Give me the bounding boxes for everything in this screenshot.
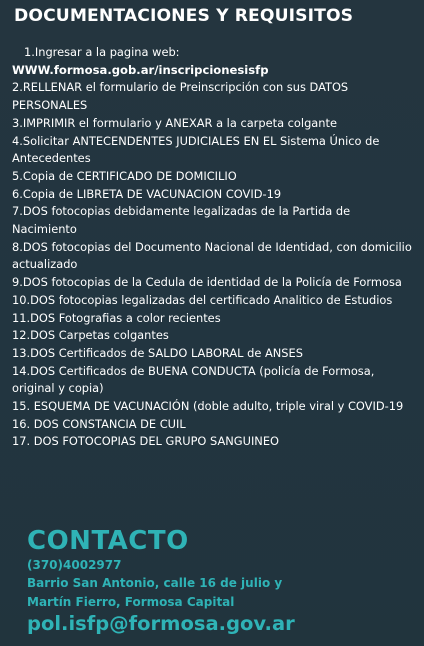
contact-address-line1: Barrio San Antonio, calle 16 de julio y — [27, 576, 283, 590]
list-item: 12.DOS Carpetas colgantes — [12, 328, 169, 343]
list-item: 8.DOS fotocopias del Documento Nacional de Identidad, con domicilio actualizado — [12, 239, 412, 272]
list-item: 13.DOS Certificados de SALDO LABORAL de ANSES — [12, 345, 303, 360]
list-item: 2.RELLENAR el formulario de Preinscripción con sus DATOS PERSONALES — [12, 80, 349, 113]
list-item: 5.Copia de CERTIFICADO DE DOMICILIO — [12, 168, 237, 183]
list-item: 14.DOS Certificados de BUENA CONDUCTA (policía de Formosa, original y copia) — [12, 363, 375, 396]
contact-email[interactable]: pol.isfp@formosa.gov.ar — [27, 612, 295, 635]
list-item: 9.DOS fotocopias de la Cedula de identidad de la Policía de Formosa — [12, 275, 402, 290]
list-item: 11.DOS Fotografias a color recientes — [12, 310, 221, 325]
contact-phone[interactable]: (370)4002977 — [27, 558, 122, 572]
list-item: 1.Ingresar a la pagina web: — [24, 45, 180, 59]
list-item: 4.Solicitar ANTECENDENTES JUDICIALES EN EL Sistema Único de Antecedentes — [12, 133, 380, 166]
list-item: 15. ESQUEMA DE VACUNACIÓN (doble adulto, triple viral y COVID-19 — [12, 399, 404, 414]
list-item: 10.DOS fotocopias legalizadas del certificado Analitico de Estudios — [12, 292, 393, 307]
list-item: 6.Copia de LIBRETA DE VACUNACION COVID-19 — [12, 186, 282, 201]
list-item: 17. DOS FOTOCOPIAS DEL GRUPO SANGUINEO — [12, 434, 279, 449]
page-title: DOCUMENTACIONES Y REQUISITOS — [14, 6, 354, 26]
website-link[interactable]: WWW.formosa.gob.ar/inscripcionesisfp — [12, 62, 269, 77]
contact-section — [27, 525, 407, 636]
list-item: 16. DOS CONSTANCIA DE CUIL — [12, 416, 186, 431]
requirements-list — [12, 44, 417, 451]
list-item: 3.IMPRIMIR el formulario y ANEXAR a la carpeta colgante — [12, 115, 337, 130]
contact-address-line2: Martín Fierro, Formosa Capital — [27, 594, 235, 609]
contact-title: CONTACTO — [27, 526, 189, 556]
list-item: 7.DOS fotocopias debidamente legalizadas de la Partida de Nacimiento — [12, 204, 351, 237]
